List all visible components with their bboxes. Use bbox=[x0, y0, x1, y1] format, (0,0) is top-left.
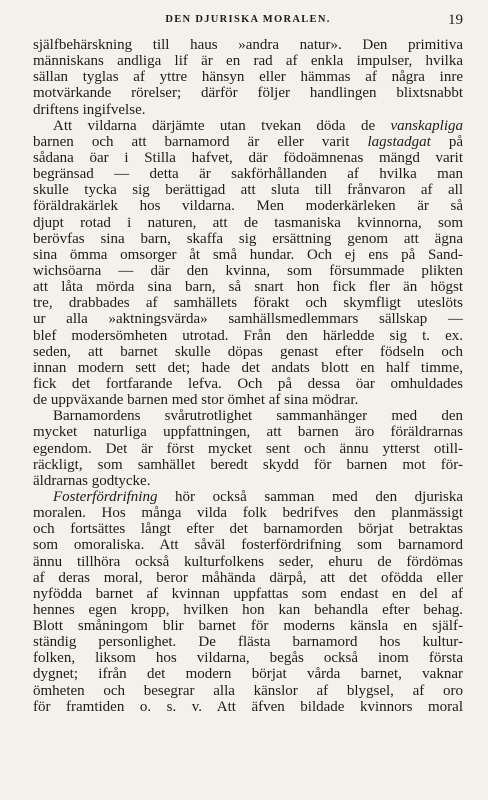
text-line bbox=[33, 279, 463, 295]
text-line bbox=[33, 424, 463, 440]
line-text: ännu tillhöra också kulturfolkens seder, ehuru de fördömas bbox=[33, 553, 463, 570]
line-text: nyfödda barnet af kvinnan uppfattas som endast en del af bbox=[33, 585, 463, 602]
line-text: wichsöarna — där den kvinna, som försummade plikten bbox=[33, 262, 463, 279]
line-text: barnen och att barnamord är eller varit bbox=[33, 133, 368, 150]
line-text: och fortsättes långt efter det barnamorden börjat betraktas bbox=[33, 521, 463, 538]
text-line bbox=[33, 441, 463, 457]
text-line bbox=[33, 570, 463, 586]
running-head: DEN DJURISKA MORALEN. bbox=[165, 14, 331, 25]
line-text: räckligt, som samhället beredt skydd för barnen mot för- bbox=[33, 456, 463, 473]
line-text: själfbehärskning till haus »andra natur». Den primitiva bbox=[33, 37, 463, 53]
text-line bbox=[33, 215, 463, 231]
text-line bbox=[33, 521, 463, 537]
text-line bbox=[33, 328, 463, 344]
text-line bbox=[33, 295, 463, 311]
line-text: ständig personlighet. De flästa barnamord hos kultur- bbox=[33, 634, 463, 651]
line-text-after: på bbox=[430, 133, 463, 150]
line-text: att låta mörda sina barn, så snart hon fick fler än högst bbox=[33, 279, 463, 296]
italic-term: vanskapliga bbox=[390, 117, 463, 134]
line-text: sällan tyglas af yttre hänsyn eller hämmas af några inre bbox=[33, 69, 463, 86]
line-text: ömheten och besegrar alla känslor af blygsel, af oro bbox=[33, 682, 463, 699]
text-line bbox=[33, 118, 463, 134]
line-text: Barnamordens svårutrotlighet sammanhänger med den bbox=[53, 408, 463, 425]
text-line bbox=[33, 85, 463, 101]
line-text: människans andliga lif är en rad af enkla impulser, hvilka bbox=[33, 53, 463, 70]
text-line bbox=[33, 53, 463, 69]
text-line bbox=[33, 634, 463, 650]
line-text: skulle tycka sig berättigad att sluta till frånvaron af all bbox=[33, 182, 463, 199]
line-text: begränsad — detta är sakförhållanden af hvilka man bbox=[33, 166, 463, 183]
line-text: innan modern sett det; hade det andats blott en half timme, bbox=[33, 359, 463, 376]
text-line bbox=[33, 650, 463, 666]
page-header bbox=[33, 14, 463, 34]
text-line bbox=[33, 505, 463, 521]
text-line bbox=[33, 182, 463, 198]
text-line bbox=[33, 134, 463, 150]
text-line bbox=[33, 263, 463, 279]
line-text: de uppväxande barnen med stor ömhet af sina mödrar. bbox=[33, 392, 359, 409]
text-line bbox=[33, 618, 463, 634]
page-number: 19 bbox=[448, 12, 463, 28]
text-line bbox=[33, 376, 463, 392]
text-line bbox=[33, 311, 463, 327]
text-line bbox=[33, 408, 463, 424]
line-text: Blott småningom blir barnet för moderns känsla en själf- bbox=[33, 618, 463, 635]
body-text bbox=[33, 37, 463, 715]
line-text: seden, att barnet skulle döpas genast efter födseln och bbox=[33, 343, 463, 360]
line-text: ur alla »aktningsvärda» samhällsmedlemmars sällskap — bbox=[33, 311, 463, 328]
text-line bbox=[33, 586, 463, 602]
text-line bbox=[33, 457, 463, 473]
italic-term: Fosterfördrifning bbox=[53, 488, 158, 505]
text-line bbox=[33, 37, 463, 53]
text-line bbox=[33, 666, 463, 682]
text-line bbox=[33, 360, 463, 376]
line-text: hennes egen kropp, hvilken hon kan behandla efter behag. bbox=[33, 601, 463, 618]
text-line bbox=[33, 473, 463, 489]
text-line bbox=[33, 537, 463, 553]
text-line bbox=[33, 344, 463, 360]
line-text: djupt rotad i naturen, att de tasmaniska kvinnorna, som bbox=[33, 214, 463, 231]
line-text: tre, drabbades af samhällets förakt och skymfligt uteslöts bbox=[33, 295, 463, 312]
text-line bbox=[33, 166, 463, 182]
line-text: sina ömma omsorger åt små hundar. Och ej ens på Sand- bbox=[33, 246, 463, 263]
text-line bbox=[33, 699, 463, 715]
text-line bbox=[33, 198, 463, 214]
italic-term: lagstadgat bbox=[367, 133, 431, 150]
line-text: berövfas sina barn, skaffa sig ersättning genom att ägna bbox=[33, 230, 463, 247]
line-text: för framtiden o. s. v. Att äfven bildade kvinnors moral bbox=[33, 698, 463, 715]
text-line bbox=[33, 247, 463, 263]
line-text: äldrarnas godtycke. bbox=[33, 472, 151, 489]
line-text: Att vildarna därjämte utan tvekan döda de bbox=[53, 117, 391, 134]
line-text: motvärkande rörelser; därför följer handlingen blixtsnabbt bbox=[33, 85, 463, 102]
line-text: fick det fortfarande lefva. Och på dessa öar omhuldades bbox=[33, 375, 463, 392]
line-text: föräldrakärlek hos vildarna. Men moderkärleken är så bbox=[33, 198, 463, 215]
line-text: moralen. Hos många vilda folk bedrifves den planmässigt bbox=[33, 505, 463, 522]
line-text: blef modersömheten utrotad. Från den härledde sig t. ex. bbox=[33, 327, 463, 344]
text-line bbox=[33, 489, 463, 505]
line-text: af deras moral, beror måhända därpå, att det ofödda eller bbox=[33, 569, 463, 586]
text-line bbox=[33, 392, 463, 408]
text-line bbox=[33, 683, 463, 699]
line-text: folken, liksom hos vildarna, begås också inom första bbox=[33, 650, 463, 667]
line-text: dygnet; ifrån det modern börjat vårda barnet, vaknar bbox=[33, 666, 463, 683]
text-line bbox=[33, 69, 463, 85]
line-text: egendom. Det är först mycket sent och ännu ytterst otill- bbox=[33, 440, 463, 457]
text-line bbox=[33, 102, 463, 118]
text-line bbox=[33, 231, 463, 247]
text-line bbox=[33, 554, 463, 570]
line-text: sådana öar i Stilla hafvet, där födoämnenas mängd varit bbox=[33, 149, 463, 166]
line-text-after: hör också samman med den djuriska bbox=[157, 488, 463, 505]
line-text: som omoraliska. Att såväl fosterfördrifning som barnamord bbox=[33, 537, 463, 554]
text-line bbox=[33, 150, 463, 166]
text-line bbox=[33, 602, 463, 618]
line-text: mycket naturliga uppfattningen, att barnen äro föräldrarnas bbox=[33, 424, 463, 441]
line-text: driftens ingifvelse. bbox=[33, 101, 146, 118]
